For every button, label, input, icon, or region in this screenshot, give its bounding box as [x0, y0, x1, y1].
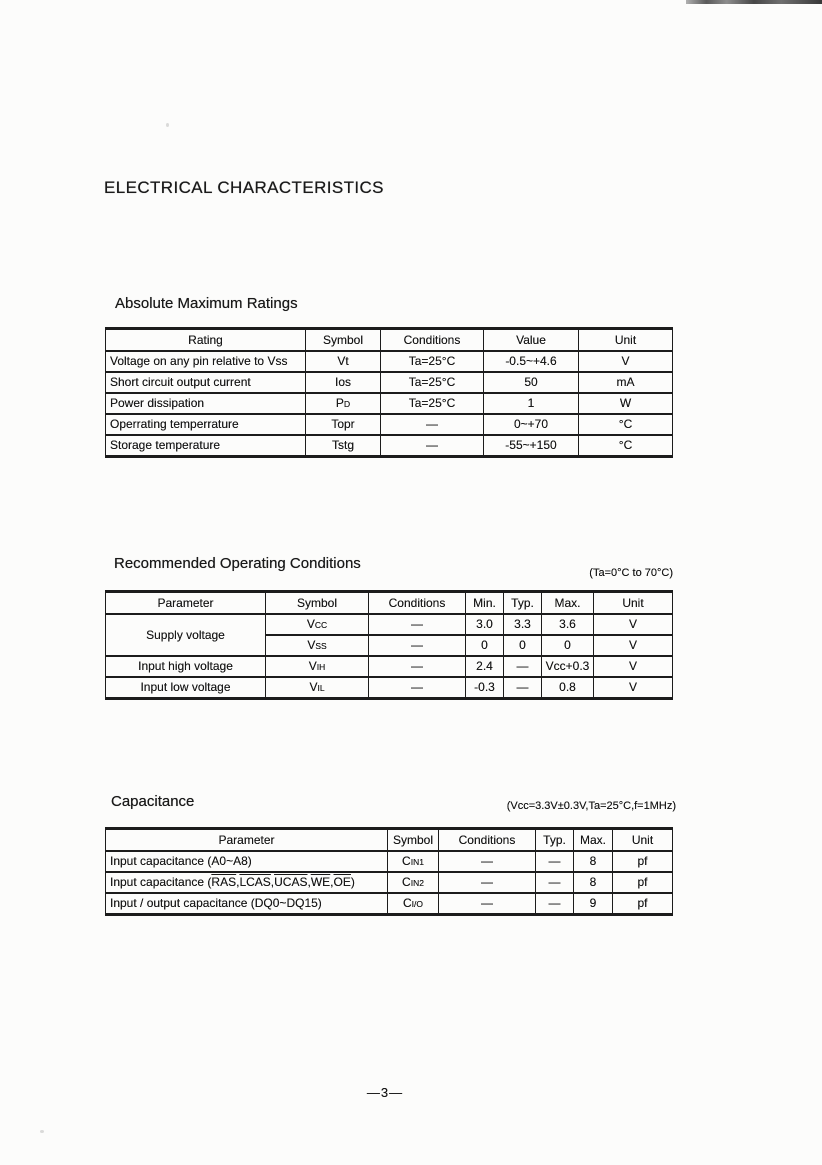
symbol-text: C — [402, 875, 411, 890]
table-header-row — [106, 829, 673, 852]
symbol-subscript: I/O — [411, 899, 423, 910]
conditions-cell: — — [369, 656, 466, 677]
symbol-text: P — [335, 396, 344, 411]
table-row — [106, 656, 673, 677]
min-cell: 3.0 — [466, 614, 504, 635]
conditions-cell: — — [369, 677, 466, 699]
conditions-cell: — — [381, 414, 484, 435]
unit-cell: pf — [613, 851, 673, 872]
conditions-cell: Ta=25°C — [381, 351, 484, 372]
symbol-text: Tstg — [331, 438, 354, 453]
table-header-row — [106, 329, 673, 352]
column-header-typ: Typ. — [504, 592, 542, 615]
value-cell: 0~+70 — [484, 414, 579, 435]
max-cell: 3.6 — [542, 614, 594, 635]
symbol-text: Topr — [331, 417, 355, 432]
column-header-parameter: Parameter — [106, 592, 266, 615]
column-header-parameter: Parameter — [106, 829, 388, 852]
conditions-cell: Ta=25°C — [381, 393, 484, 414]
page-title: ELECTRICAL CHARACTERISTICS — [104, 178, 384, 197]
rating-cell: Operrating temperrature — [106, 414, 306, 435]
symbol-text: C — [402, 896, 412, 911]
signal-separator: , — [330, 875, 334, 890]
column-header-min: Min. — [466, 592, 504, 615]
symbol-cell — [266, 677, 369, 699]
unit-cell: °C — [579, 435, 673, 457]
symbol-text: V — [309, 680, 318, 695]
column-header-symbol: Symbol — [266, 592, 369, 615]
table-row — [106, 414, 673, 435]
capacitance-table — [105, 827, 673, 916]
section-heading-capacitance: Capacitance — [111, 793, 195, 810]
typ-cell: 3.3 — [504, 614, 542, 635]
max-cell: 0 — [542, 635, 594, 656]
rating-cell: Storage temperature — [106, 435, 306, 457]
conditions-cell: — — [369, 635, 466, 656]
max-cell: 8 — [574, 851, 613, 872]
table-row — [106, 677, 673, 699]
symbol-cell — [388, 851, 439, 872]
scan-artifact-bar — [686, 0, 822, 4]
parameter-cell: Input high voltage — [106, 656, 266, 677]
table-row — [106, 372, 673, 393]
column-header-conditions: Conditions — [369, 592, 466, 615]
table-row — [106, 872, 673, 893]
parameter-suffix: ) — [350, 875, 355, 890]
min-cell: -0.3 — [466, 677, 504, 699]
conditions-cell: — — [439, 851, 536, 872]
parameter-cell: Input low voltage — [106, 677, 266, 699]
symbol-cell — [388, 872, 439, 893]
capacitance-condition-note: (Vcc=3.3V±0.3V,Ta=25°C,f=1MHz) — [506, 800, 676, 812]
min-cell: 2.4 — [466, 656, 504, 677]
signal-name: $\overline{OE}$ — [333, 875, 351, 890]
typ-cell: — — [504, 656, 542, 677]
typ-cell: — — [536, 893, 574, 915]
max-cell: 0.8 — [542, 677, 594, 699]
parameter-cell — [106, 872, 388, 893]
parameter-prefix: Input capacitance ( — [110, 875, 212, 890]
typ-cell: — — [536, 851, 574, 872]
table-row — [106, 435, 673, 457]
column-header-symbol: Symbol — [306, 329, 381, 352]
parameter-cell: Supply voltage — [106, 614, 266, 656]
unit-cell: V — [594, 656, 673, 677]
rating-cell: Short circuit output current — [106, 372, 306, 393]
value-cell: 50 — [484, 372, 579, 393]
recommended-operating-conditions-table — [105, 590, 673, 700]
symbol-subscript: IL — [317, 683, 325, 694]
symbol-text: Ios — [334, 375, 351, 390]
unit-cell: W — [579, 393, 673, 414]
column-header-typ: Typ. — [536, 829, 574, 852]
column-header-symbol: Symbol — [388, 829, 439, 852]
table-row — [106, 393, 673, 414]
conditions-cell: — — [439, 893, 536, 915]
scan-speck — [40, 1130, 44, 1133]
symbol-cell — [306, 393, 381, 414]
absolute-maximum-ratings-table — [105, 327, 673, 458]
section-heading-absolute-maximum-ratings: Absolute Maximum Ratings — [115, 295, 298, 312]
conditions-cell: — — [439, 872, 536, 893]
conditions-cell: — — [381, 435, 484, 457]
signal-name: LCAS — [239, 875, 271, 890]
symbol-cell — [306, 435, 381, 457]
column-header-unit: Unit — [613, 829, 673, 852]
max-cell: 9 — [574, 893, 613, 915]
column-header-conditions: Conditions — [381, 329, 484, 352]
section-heading-recommended-operating-conditions: Recommended Operating Conditions — [114, 555, 361, 572]
parameter-cell: Input capacitance (A0~A8) — [106, 851, 388, 872]
signal-separator: , — [270, 875, 275, 890]
max-cell: 8 — [574, 872, 613, 893]
symbol-subscript: D — [343, 399, 351, 410]
typ-cell: 0 — [504, 635, 542, 656]
symbol-subscript: CC — [314, 620, 328, 631]
value-cell: -0.5~+4.6 — [484, 351, 579, 372]
scan-speck — [166, 123, 169, 127]
signal-name: $\overline{WE}$ — [310, 875, 331, 890]
column-header-value: Value — [484, 329, 579, 352]
parameter-cell: Input / output capacitance (DQ0~DQ15) — [106, 893, 388, 915]
symbol-cell — [306, 372, 381, 393]
column-header-max: Max. — [542, 592, 594, 615]
symbol-cell — [266, 656, 369, 677]
unit-cell: V — [579, 351, 673, 372]
table-row — [106, 893, 673, 915]
unit-cell: V — [594, 635, 673, 656]
symbol-cell — [306, 414, 381, 435]
symbol-cell — [266, 635, 369, 656]
table-row — [106, 851, 673, 872]
column-header-conditions: Conditions — [439, 829, 536, 852]
rating-cell: Power dissipation — [106, 393, 306, 414]
unit-cell: pf — [613, 893, 673, 915]
symbol-text: Vt — [337, 354, 349, 369]
signal-separator: , — [236, 875, 240, 890]
conditions-cell: Ta=25°C — [381, 372, 484, 393]
unit-cell: V — [594, 614, 673, 635]
symbol-subscript: SS — [315, 641, 327, 652]
unit-cell: mA — [579, 372, 673, 393]
table-row — [106, 351, 673, 372]
signal-name: $\overline{RAS}$ — [211, 875, 237, 890]
symbol-subscript: IN2 — [410, 878, 424, 889]
typ-cell: — — [504, 677, 542, 699]
column-header-max: Max. — [574, 829, 613, 852]
typ-cell: — — [536, 872, 574, 893]
symbol-cell — [388, 893, 439, 915]
symbol-cell — [266, 614, 369, 635]
unit-cell: °C — [579, 414, 673, 435]
column-header-unit: Unit — [579, 329, 673, 352]
temperature-condition-note: (Ta=0°C to 70°C) — [589, 567, 673, 579]
symbol-text: C — [402, 854, 411, 869]
table-row — [106, 614, 673, 635]
min-cell: 0 — [466, 635, 504, 656]
conditions-cell: — — [369, 614, 466, 635]
signal-separator: , — [307, 875, 311, 890]
signal-name: UCAS — [274, 875, 308, 890]
symbol-text: V — [307, 638, 316, 653]
symbol-text: V — [308, 659, 317, 674]
column-header-unit: Unit — [594, 592, 673, 615]
unit-cell: V — [594, 677, 673, 699]
column-header-rating: Rating — [106, 329, 306, 352]
unit-cell: pf — [613, 872, 673, 893]
rating-cell: Voltage on any pin relative to Vss — [106, 351, 306, 372]
table-header-row — [106, 592, 673, 615]
symbol-cell — [306, 351, 381, 372]
symbol-subscript: IH — [316, 662, 326, 673]
value-cell: 1 — [484, 393, 579, 414]
symbol-subscript: IN1 — [410, 857, 424, 868]
page-number: —3— — [366, 1085, 404, 1100]
max-cell: Vcc+0.3 — [542, 656, 594, 677]
symbol-text: V — [306, 617, 315, 632]
value-cell: -55~+150 — [484, 435, 579, 457]
